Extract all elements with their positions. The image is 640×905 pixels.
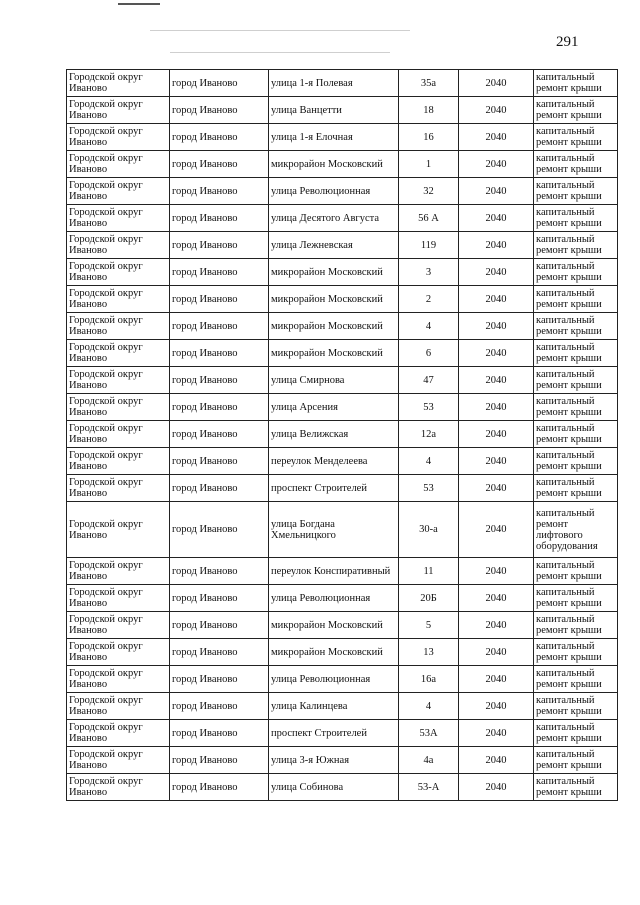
year-cell: 2040 <box>459 666 534 693</box>
year-cell: 2040 <box>459 502 534 558</box>
year-cell: 2040 <box>459 475 534 502</box>
house-number-cell: 6 <box>399 340 459 367</box>
year-cell: 2040 <box>459 639 534 666</box>
work-type-cell: капитальный ремонт крыши <box>534 639 618 666</box>
work-type-cell: капитальный ремонт крыши <box>534 178 618 205</box>
street-cell: микрорайон Московский <box>269 313 399 340</box>
city-cell: город Иваново <box>170 774 269 801</box>
table-row <box>67 693 618 720</box>
city-cell: город Иваново <box>170 585 269 612</box>
district-cell: Городской округ Иваново <box>67 286 170 313</box>
house-number-cell: 53 <box>399 475 459 502</box>
house-number-cell: 4 <box>399 313 459 340</box>
table-row <box>67 205 618 232</box>
district-cell: Городской округ Иваново <box>67 70 170 97</box>
city-cell: город Иваново <box>170 747 269 774</box>
table-row <box>67 124 618 151</box>
street-cell: улица 1-я Полевая <box>269 70 399 97</box>
city-cell: город Иваново <box>170 286 269 313</box>
street-cell: переулок Конспиративный <box>269 558 399 585</box>
table-row <box>67 747 618 774</box>
year-cell: 2040 <box>459 367 534 394</box>
work-type-cell: капитальный ремонт крыши <box>534 558 618 585</box>
work-type-cell: капитальный ремонт крыши <box>534 367 618 394</box>
house-number-cell: 30-а <box>399 502 459 558</box>
district-cell: Городской округ Иваново <box>67 720 170 747</box>
work-type-cell: капитальный ремонт крыши <box>534 448 618 475</box>
street-cell: микрорайон Московский <box>269 259 399 286</box>
table-row <box>67 585 618 612</box>
table-row <box>67 151 618 178</box>
year-cell: 2040 <box>459 394 534 421</box>
work-type-cell: капитальный ремонт крыши <box>534 693 618 720</box>
street-cell: улица Революционная <box>269 178 399 205</box>
district-cell: Городской округ Иваново <box>67 97 170 124</box>
work-type-cell: капитальный ремонт лифтового оборудования <box>534 502 618 558</box>
table-row <box>67 70 618 97</box>
city-cell: город Иваново <box>170 124 269 151</box>
year-cell: 2040 <box>459 693 534 720</box>
table-row <box>67 639 618 666</box>
district-cell: Городской округ Иваново <box>67 421 170 448</box>
scan-noise-mark <box>118 3 160 5</box>
work-type-cell: капитальный ремонт крыши <box>534 97 618 124</box>
house-number-cell: 13 <box>399 639 459 666</box>
street-cell: улица Смирнова <box>269 367 399 394</box>
house-number-cell: 47 <box>399 367 459 394</box>
street-cell: улица Собинова <box>269 774 399 801</box>
work-type-cell: капитальный ремонт крыши <box>534 70 618 97</box>
table-row <box>67 612 618 639</box>
city-cell: город Иваново <box>170 313 269 340</box>
scan-noise-mark <box>150 30 410 31</box>
table-row <box>67 448 618 475</box>
city-cell: город Иваново <box>170 502 269 558</box>
table-row <box>67 502 618 558</box>
city-cell: город Иваново <box>170 666 269 693</box>
work-type-cell: капитальный ремонт крыши <box>534 151 618 178</box>
city-cell: город Иваново <box>170 232 269 259</box>
street-cell: микрорайон Московский <box>269 286 399 313</box>
year-cell: 2040 <box>459 70 534 97</box>
district-cell: Городской округ Иваново <box>67 313 170 340</box>
registry-table-body <box>67 70 618 801</box>
district-cell: Городской округ Иваново <box>67 340 170 367</box>
city-cell: город Иваново <box>170 178 269 205</box>
house-number-cell: 5 <box>399 612 459 639</box>
year-cell: 2040 <box>459 585 534 612</box>
house-number-cell: 53А <box>399 720 459 747</box>
house-number-cell: 35а <box>399 70 459 97</box>
year-cell: 2040 <box>459 178 534 205</box>
district-cell: Городской округ Иваново <box>67 502 170 558</box>
city-cell: город Иваново <box>170 448 269 475</box>
city-cell: город Иваново <box>170 720 269 747</box>
table-row <box>67 259 618 286</box>
city-cell: город Иваново <box>170 475 269 502</box>
district-cell: Городской округ Иваново <box>67 639 170 666</box>
house-number-cell: 32 <box>399 178 459 205</box>
work-type-cell: капитальный ремонт крыши <box>534 340 618 367</box>
district-cell: Городской округ Иваново <box>67 448 170 475</box>
district-cell: Городской округ Иваново <box>67 151 170 178</box>
year-cell: 2040 <box>459 313 534 340</box>
street-cell: микрорайон Московский <box>269 151 399 178</box>
work-type-cell: капитальный ремонт крыши <box>534 585 618 612</box>
table-row <box>67 394 618 421</box>
district-cell: Городской округ Иваново <box>67 585 170 612</box>
table-row <box>67 97 618 124</box>
house-number-cell: 1 <box>399 151 459 178</box>
year-cell: 2040 <box>459 151 534 178</box>
street-cell: микрорайон Московский <box>269 340 399 367</box>
house-number-cell: 18 <box>399 97 459 124</box>
city-cell: город Иваново <box>170 421 269 448</box>
work-type-cell: капитальный ремонт крыши <box>534 666 618 693</box>
city-cell: город Иваново <box>170 612 269 639</box>
city-cell: город Иваново <box>170 639 269 666</box>
table-row <box>67 340 618 367</box>
work-type-cell: капитальный ремонт крыши <box>534 747 618 774</box>
street-cell: улица Революционная <box>269 585 399 612</box>
street-cell: улица Арсения <box>269 394 399 421</box>
work-type-cell: капитальный ремонт крыши <box>534 475 618 502</box>
house-number-cell: 3 <box>399 259 459 286</box>
street-cell: улица Богдана Хмельницкого <box>269 502 399 558</box>
district-cell: Городской округ Иваново <box>67 232 170 259</box>
year-cell: 2040 <box>459 747 534 774</box>
year-cell: 2040 <box>459 259 534 286</box>
city-cell: город Иваново <box>170 693 269 720</box>
district-cell: Городской округ Иваново <box>67 205 170 232</box>
year-cell: 2040 <box>459 97 534 124</box>
district-cell: Городской округ Иваново <box>67 774 170 801</box>
house-number-cell: 119 <box>399 232 459 259</box>
street-cell: улица Калинцева <box>269 693 399 720</box>
work-type-cell: капитальный ремонт крыши <box>534 720 618 747</box>
city-cell: город Иваново <box>170 558 269 585</box>
house-number-cell: 11 <box>399 558 459 585</box>
table-row <box>67 313 618 340</box>
city-cell: город Иваново <box>170 151 269 178</box>
house-number-cell: 12а <box>399 421 459 448</box>
work-type-cell: капитальный ремонт крыши <box>534 124 618 151</box>
street-cell: микрорайон Московский <box>269 639 399 666</box>
street-cell: улица Ванцетти <box>269 97 399 124</box>
house-number-cell: 4 <box>399 693 459 720</box>
year-cell: 2040 <box>459 286 534 313</box>
house-number-cell: 56 А <box>399 205 459 232</box>
work-type-cell: капитальный ремонт крыши <box>534 313 618 340</box>
city-cell: город Иваново <box>170 340 269 367</box>
street-cell: микрорайон Московский <box>269 612 399 639</box>
district-cell: Городской округ Иваново <box>67 693 170 720</box>
house-number-cell: 53 <box>399 394 459 421</box>
district-cell: Городской округ Иваново <box>67 475 170 502</box>
city-cell: город Иваново <box>170 205 269 232</box>
year-cell: 2040 <box>459 774 534 801</box>
district-cell: Городской округ Иваново <box>67 558 170 585</box>
street-cell: улица Революционная <box>269 666 399 693</box>
work-type-cell: капитальный ремонт крыши <box>534 259 618 286</box>
street-cell: улица Лежневская <box>269 232 399 259</box>
house-number-cell: 20Б <box>399 585 459 612</box>
table-row <box>67 720 618 747</box>
district-cell: Городской округ Иваново <box>67 259 170 286</box>
table-row <box>67 421 618 448</box>
work-type-cell: капитальный ремонт крыши <box>534 232 618 259</box>
house-number-cell: 53-А <box>399 774 459 801</box>
house-number-cell: 16а <box>399 666 459 693</box>
year-cell: 2040 <box>459 205 534 232</box>
street-cell: улица Десятого Августа <box>269 205 399 232</box>
table-row <box>67 178 618 205</box>
year-cell: 2040 <box>459 720 534 747</box>
street-cell: переулок Менделеева <box>269 448 399 475</box>
table-row <box>67 475 618 502</box>
house-number-cell: 16 <box>399 124 459 151</box>
year-cell: 2040 <box>459 340 534 367</box>
district-cell: Городской округ Иваново <box>67 666 170 693</box>
year-cell: 2040 <box>459 421 534 448</box>
year-cell: 2040 <box>459 448 534 475</box>
table-row <box>67 232 618 259</box>
district-cell: Городской округ Иваново <box>67 394 170 421</box>
house-number-cell: 2 <box>399 286 459 313</box>
street-cell: улица 1-я Елочная <box>269 124 399 151</box>
street-cell: улица Велижская <box>269 421 399 448</box>
table-row <box>67 666 618 693</box>
table-row <box>67 558 618 585</box>
year-cell: 2040 <box>459 558 534 585</box>
table-row <box>67 286 618 313</box>
table-row <box>67 774 618 801</box>
district-cell: Городской округ Иваново <box>67 178 170 205</box>
work-type-cell: капитальный ремонт крыши <box>534 286 618 313</box>
house-number-cell: 4а <box>399 747 459 774</box>
district-cell: Городской округ Иваново <box>67 367 170 394</box>
table-row <box>67 367 618 394</box>
district-cell: Городской округ Иваново <box>67 747 170 774</box>
work-type-cell: капитальный ремонт крыши <box>534 421 618 448</box>
street-cell: улица 3-я Южная <box>269 747 399 774</box>
work-type-cell: капитальный ремонт крыши <box>534 612 618 639</box>
city-cell: город Иваново <box>170 259 269 286</box>
year-cell: 2040 <box>459 232 534 259</box>
scan-noise-mark <box>170 52 390 53</box>
city-cell: город Иваново <box>170 394 269 421</box>
street-cell: проспект Строителей <box>269 720 399 747</box>
street-cell: проспект Строителей <box>269 475 399 502</box>
work-type-cell: капитальный ремонт крыши <box>534 394 618 421</box>
work-type-cell: капитальный ремонт крыши <box>534 774 618 801</box>
district-cell: Городской округ Иваново <box>67 124 170 151</box>
city-cell: город Иваново <box>170 367 269 394</box>
district-cell: Городской округ Иваново <box>67 612 170 639</box>
work-type-cell: капитальный ремонт крыши <box>534 205 618 232</box>
registry-table <box>66 69 618 801</box>
city-cell: город Иваново <box>170 97 269 124</box>
house-number-cell: 4 <box>399 448 459 475</box>
page-number: 291 <box>556 34 579 50</box>
year-cell: 2040 <box>459 124 534 151</box>
year-cell: 2040 <box>459 612 534 639</box>
city-cell: город Иваново <box>170 70 269 97</box>
